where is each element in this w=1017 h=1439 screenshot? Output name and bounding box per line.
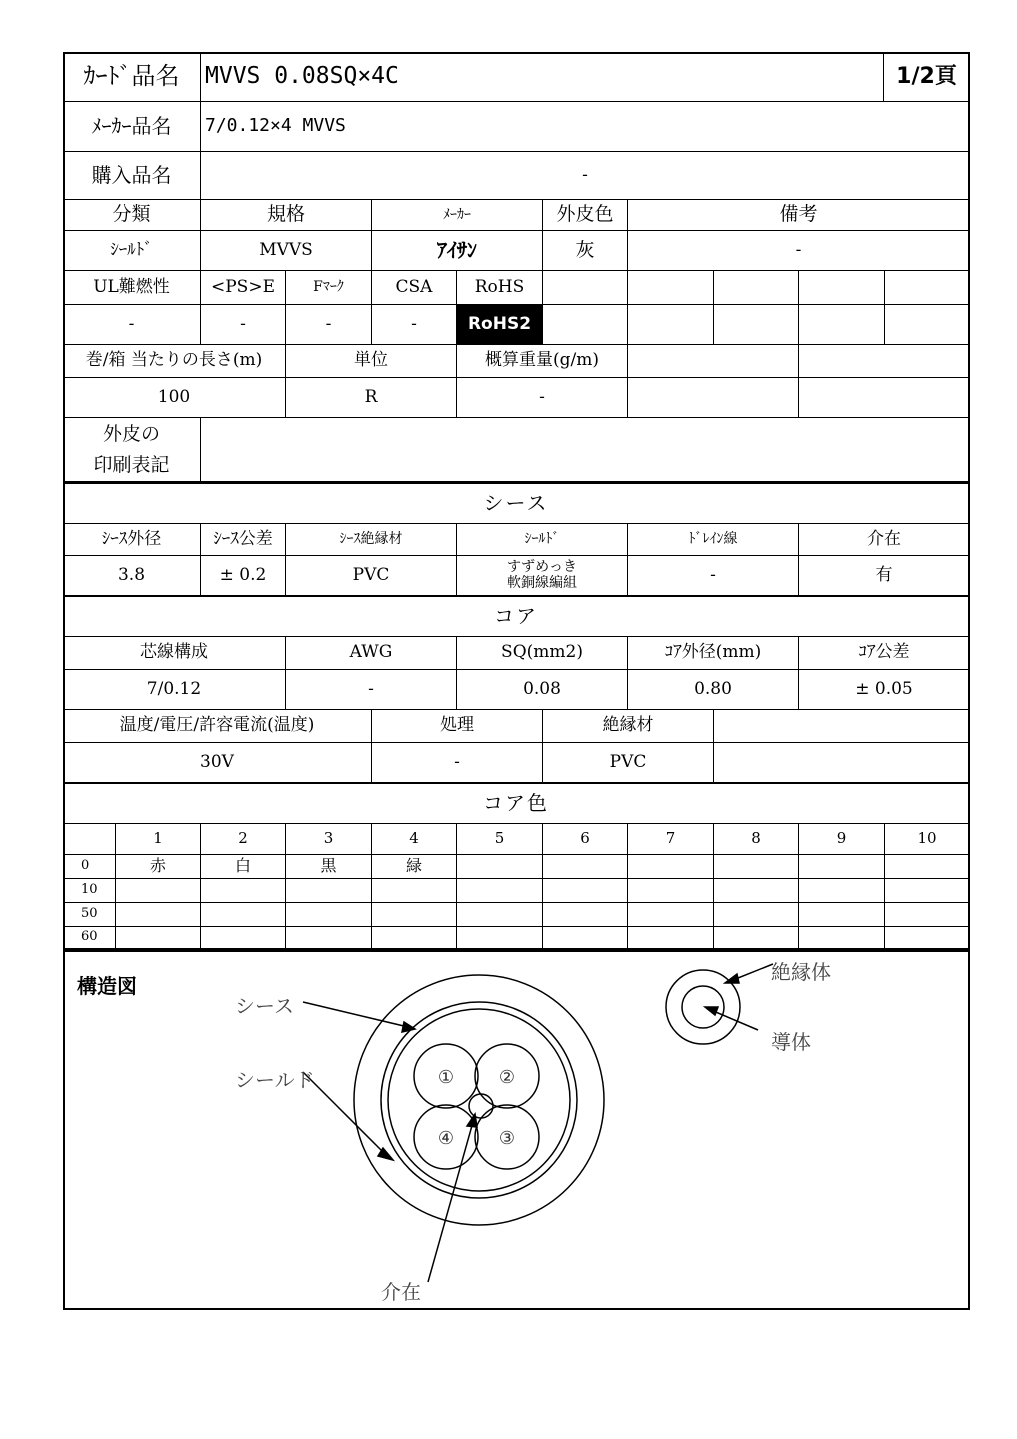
empty-cert-cell <box>543 305 628 345</box>
class-value: ｼｰﾙﾄﾞ <box>63 231 201 271</box>
sq-value: 0.08 <box>457 670 628 710</box>
insulator-label: 絶縁体 <box>771 960 831 984</box>
empty-core-cell <box>714 743 970 783</box>
color-column-header: 2 <box>201 824 286 855</box>
color-cell <box>799 879 885 903</box>
rating-value: 30V <box>63 743 372 783</box>
shield-value <box>457 556 628 596</box>
conductor-arrowhead <box>705 1007 718 1015</box>
rating-header: 温度/電圧/許容電流(温度) <box>63 710 372 743</box>
color-cell <box>885 903 970 927</box>
conductor-label: 導体 <box>771 1030 811 1054</box>
color-cell: 赤 <box>116 855 201 879</box>
shield-inner-circle <box>388 1009 570 1191</box>
core-color-section-title: コア色 <box>63 784 970 824</box>
sheath-insulation-value: PVC <box>286 556 457 596</box>
sheath-arrowhead <box>402 1022 415 1032</box>
core-construction-header: 芯線構成 <box>63 637 286 670</box>
weight-header: 概算重量(g/m) <box>457 345 628 378</box>
color-cell <box>885 927 970 949</box>
empty-cert-cell <box>543 271 628 305</box>
filler-label: 介在 <box>381 1280 421 1304</box>
empty-length-cell <box>628 378 799 418</box>
shield-value-line2: 軟銅線編組 <box>507 574 577 591</box>
core-od-header: ｺｱ外径(mm) <box>628 637 799 670</box>
color-cell <box>457 903 543 927</box>
empty-core-cell <box>714 710 970 743</box>
color-cell <box>799 927 885 949</box>
empty-length-cell <box>799 378 970 418</box>
color-column-header: 8 <box>714 824 799 855</box>
f-mark-value: - <box>286 305 372 345</box>
print-label-line1: 外皮の <box>102 423 160 446</box>
color-row-label: 60 <box>63 927 116 949</box>
color-cell: 黒 <box>286 855 372 879</box>
csa-value: - <box>372 305 457 345</box>
color-cell <box>286 927 372 949</box>
color-column-header: 1 <box>116 824 201 855</box>
color-cell <box>457 927 543 949</box>
empty-length-cell <box>628 345 799 378</box>
color-cell: 白 <box>201 855 286 879</box>
maker-header: ﾒｰｶｰ <box>372 200 543 231</box>
class-header: 分類 <box>63 200 201 231</box>
card-name-value: MVVS 0.08SQ×4C <box>201 52 884 102</box>
color-column-header: 5 <box>457 824 543 855</box>
page-number: 1/2頁 <box>884 52 970 102</box>
color-cell <box>116 879 201 903</box>
color-cell <box>714 879 799 903</box>
color-column-header: 4 <box>372 824 457 855</box>
color-cell <box>628 879 714 903</box>
unit-value: R <box>286 378 457 418</box>
color-column-header: 10 <box>885 824 970 855</box>
color-cell <box>201 879 286 903</box>
ul-header: UL難燃性 <box>63 271 201 305</box>
pse-header: <PS>E <box>201 271 286 305</box>
shield-value-line1: すずめっき <box>507 559 577 576</box>
treatment-header: 処理 <box>372 710 543 743</box>
color-cell: 緑 <box>372 855 457 879</box>
core-tol-header: ｺｱ公差 <box>799 637 970 670</box>
ul-value: - <box>63 305 201 345</box>
core-od-value: 0.80 <box>628 670 799 710</box>
sheath-color-header: 外皮色 <box>543 200 628 231</box>
sheath-circle <box>354 975 604 1225</box>
core-construction-value: 7/0.12 <box>63 670 286 710</box>
color-row-label: 10 <box>63 879 116 903</box>
color-cell <box>286 879 372 903</box>
sheath-od-header: ｼｰｽ外径 <box>63 524 201 556</box>
core-3-number: ③ <box>498 1128 516 1149</box>
awg-header: AWG <box>286 637 457 670</box>
core-1-number: ① <box>437 1067 455 1088</box>
empty-cert-cell <box>714 305 799 345</box>
core-tol-value: ± 0.05 <box>799 670 970 710</box>
color-cell <box>372 903 457 927</box>
length-header: 巻/箱 当たりの長さ(m) <box>63 345 286 378</box>
sheath-color-value: 灰 <box>543 231 628 271</box>
maker-value: ｱｲｻﾝ <box>372 231 543 271</box>
sheath-od-value: 3.8 <box>63 556 201 596</box>
empty-cert-cell <box>714 271 799 305</box>
spec-sheet <box>63 52 970 1310</box>
weight-value: - <box>457 378 628 418</box>
sheath-leader <box>303 1002 408 1027</box>
filler-arrowhead <box>467 1114 477 1127</box>
color-cell <box>116 903 201 927</box>
cable-cross-section-diagram <box>63 952 970 1308</box>
treatment-value: - <box>372 743 543 783</box>
color-cell <box>372 927 457 949</box>
color-cell <box>116 927 201 949</box>
shield-label: シールド <box>235 1068 315 1092</box>
drain-header: ﾄﾞﾚｲﾝ線 <box>628 524 799 556</box>
csa-header: CSA <box>372 271 457 305</box>
sheath-insulation-header: ｼｰｽ絶縁材 <box>286 524 457 556</box>
color-cell <box>885 855 970 879</box>
color-row-label: 50 <box>63 903 116 927</box>
color-cell <box>201 927 286 949</box>
insulation-value: PVC <box>543 743 714 783</box>
filler-header: 介在 <box>799 524 970 556</box>
color-column-header: 7 <box>628 824 714 855</box>
color-column-header: 3 <box>286 824 372 855</box>
insulation-header: 絶縁材 <box>543 710 714 743</box>
color-cell <box>714 927 799 949</box>
filler-value: 有 <box>799 556 970 596</box>
card-name-label: ｶｰﾄﾞ品名 <box>63 52 201 102</box>
f-mark-header: Fﾏｰｸ <box>286 271 372 305</box>
color-cell <box>799 903 885 927</box>
core-2-number: ② <box>498 1067 516 1088</box>
print-label <box>63 418 201 482</box>
insulator-leader <box>733 964 773 980</box>
spec-header: 規格 <box>201 200 372 231</box>
color-row-label: 0 <box>63 855 116 879</box>
core-4-number: ④ <box>437 1128 455 1149</box>
empty-cert-cell <box>885 305 970 345</box>
sheath-tol-header: ｼｰｽ公差 <box>201 524 286 556</box>
color-cell <box>201 903 286 927</box>
core-section-title: コア <box>63 597 970 637</box>
structure-title: 構造図 <box>77 974 137 998</box>
rohs-header: RoHS <box>457 271 543 305</box>
rohs-value: RoHS2 <box>457 305 543 345</box>
pse-value: - <box>201 305 286 345</box>
color-cell <box>286 903 372 927</box>
color-cell <box>885 879 970 903</box>
color-cell <box>372 879 457 903</box>
purchase-name-label: 購入品名 <box>63 152 201 200</box>
color-cell <box>543 927 628 949</box>
remarks-header: 備考 <box>628 200 970 231</box>
empty-cert-cell <box>799 305 885 345</box>
color-cell <box>543 903 628 927</box>
shield-header: ｼｰﾙﾄﾞ <box>457 524 628 556</box>
color-cell <box>799 855 885 879</box>
print-value <box>201 418 970 482</box>
color-cell <box>628 927 714 949</box>
empty-cert-cell <box>885 271 970 305</box>
remarks-value: - <box>628 231 970 271</box>
color-column-header: 6 <box>543 824 628 855</box>
maker-name-value: 7/0.12×4 MVVS <box>201 102 970 152</box>
color-cell <box>543 855 628 879</box>
empty-length-cell <box>799 345 970 378</box>
purchase-name-value: - <box>201 152 970 200</box>
color-cell <box>714 855 799 879</box>
sq-header: SQ(mm2) <box>457 637 628 670</box>
shield-circle <box>381 1002 577 1198</box>
awg-value: - <box>286 670 457 710</box>
sheath-tol-value: ± 0.2 <box>201 556 286 596</box>
color-cell <box>714 903 799 927</box>
shield-leader <box>303 1072 388 1157</box>
drain-value: - <box>628 556 799 596</box>
length-value: 100 <box>63 378 286 418</box>
sheath-section-title: シース <box>63 484 970 524</box>
color-cell <box>457 855 543 879</box>
color-cell <box>457 879 543 903</box>
unit-header: 単位 <box>286 345 457 378</box>
spec-value: MVVS <box>201 231 372 271</box>
sheath-label: シース <box>235 994 294 1018</box>
empty-cert-cell <box>799 271 885 305</box>
maker-name-label: ﾒｰｶｰ品名 <box>63 102 201 152</box>
empty-cert-cell <box>628 271 714 305</box>
color-cell <box>628 855 714 879</box>
color-cell <box>628 903 714 927</box>
empty-cert-cell <box>628 305 714 345</box>
print-label-line2: 印刷表記 <box>93 453 170 476</box>
color-column-header: 9 <box>799 824 885 855</box>
color-cell <box>543 879 628 903</box>
color-corner-cell <box>63 824 116 855</box>
filler-circle <box>469 1094 493 1118</box>
